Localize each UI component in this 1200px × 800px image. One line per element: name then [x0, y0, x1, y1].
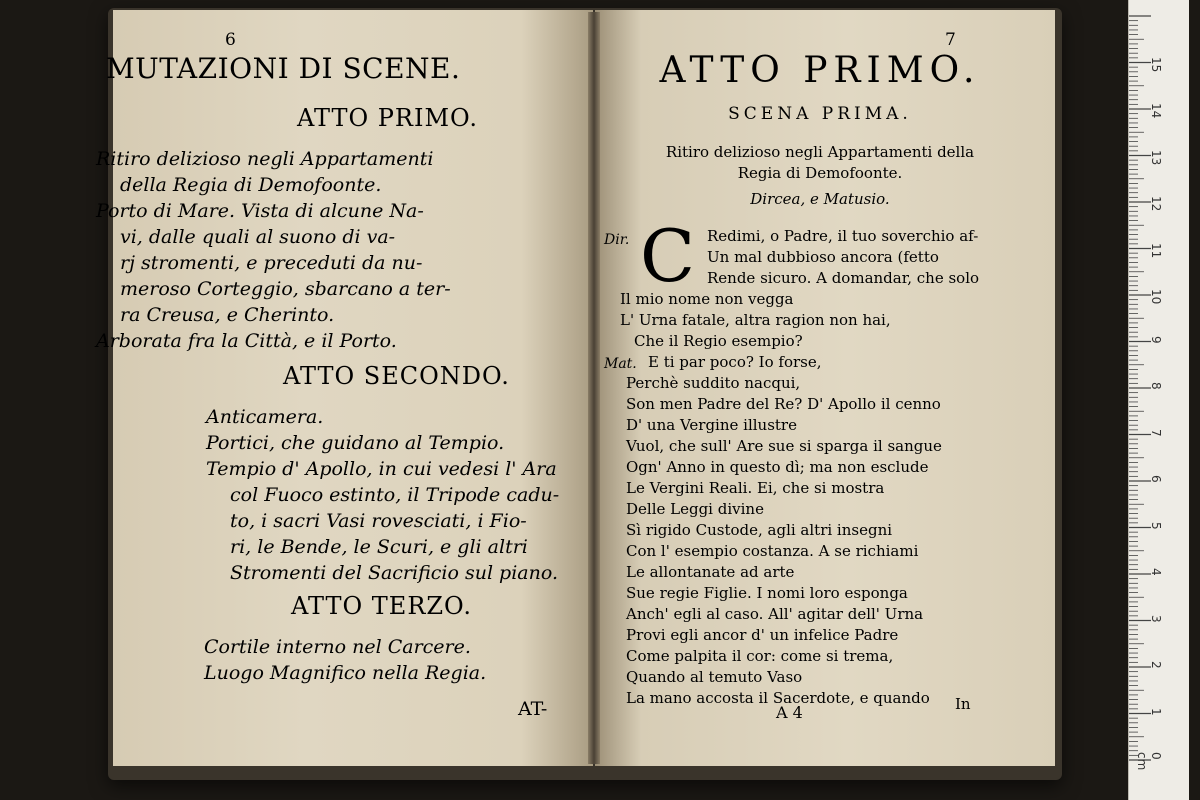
verse-line: Sue regie Figlie. I nomi loro esponga: [626, 584, 908, 602]
measuring-ruler: [1128, 0, 1189, 800]
scene-entry: [96, 328, 476, 354]
signature-mark: A 4: [776, 703, 803, 722]
scene-entry-line: Tempio d' Apollo, in cui vedesi l' Ara: [206, 458, 557, 480]
act-1-scene-list: [96, 146, 476, 354]
verse-line: La mano accosta il Sacerdote, e quando: [626, 689, 930, 707]
ruler-number: 5: [1149, 521, 1163, 530]
setting-line-1: Ritiro delizioso negli Appartamenti della: [665, 143, 975, 161]
ruler-number: 12: [1149, 196, 1163, 212]
verse-line: Son men Padre del Re? D' Apollo il cenno: [626, 395, 941, 413]
scene-entry-line: ra Creusa, e Cherinto.: [120, 304, 335, 326]
scene-entry-line: Portici, che guidano al Tempio.: [206, 432, 505, 454]
act-3-scene-list: [204, 634, 584, 686]
verse-line: Provi egli ancor d' un infelice Padre: [626, 626, 899, 644]
left-catchword: AT-: [518, 698, 548, 720]
book-gutter: [588, 12, 600, 764]
left-page-title: MUTAZIONI DI SCENE.: [106, 52, 461, 85]
act-heading-1: ATTO PRIMO.: [297, 104, 478, 132]
ruler-unit-label: 0 cm: [1135, 752, 1163, 771]
ruler-number: 9: [1149, 335, 1163, 344]
verse-line: L' Urna fatale, altra ragion non hai,: [620, 311, 891, 329]
scene-entry-line: col Fuoco estinto, il Tripode cadu-: [230, 484, 560, 506]
verse-line: Redimi, o Padre, il tuo soverchio af-: [707, 227, 979, 245]
right-page-title: ATTO PRIMO.: [659, 50, 981, 91]
act-heading-2: ATTO SECONDO.: [283, 362, 510, 390]
verse-line: Ogn' Anno in questo dì; ma non esclude: [626, 458, 929, 476]
right-catchword: In: [955, 695, 971, 713]
scene-persons: Dircea, e Matusio.: [750, 190, 890, 208]
ruler-number: 6: [1149, 475, 1163, 483]
verse-line: Perchè suddito nacqui,: [626, 374, 801, 392]
scene-entry-line: ri, le Bende, le Scuri, e gli altri: [230, 536, 528, 558]
scene-entry-line: Arborata fra la Città, e il Porto.: [96, 330, 397, 352]
ruler-number: 3: [1149, 614, 1163, 623]
speaker-dircea: Dir.: [604, 232, 630, 248]
verse-line: Sì rigido Custode, agli altri insegni: [626, 521, 893, 539]
scene-entry: [206, 404, 586, 430]
verse-line: Vuol, che sull' Are sue si sparga il sangue: [626, 437, 942, 455]
act-heading-3: ATTO TERZO.: [291, 592, 472, 620]
verse-line: Le Vergini Reali. Ei, che si mostra: [626, 479, 885, 497]
scene-entry: [206, 456, 586, 586]
scene-entry-line: Ritiro delizioso negli Appartamenti: [96, 148, 434, 170]
scene-entry-line: Cortile interno nel Carcere.: [204, 636, 471, 658]
ruler-number: 1: [1149, 707, 1163, 716]
ruler-number: 14: [1149, 103, 1163, 119]
act-2-scene-list: [206, 404, 586, 586]
scene-entry-line: meroso Corteggio, sbarcano a ter-: [120, 278, 451, 300]
ruler-number: 13: [1149, 149, 1163, 165]
right-page-number: 7: [945, 30, 956, 50]
scene-entry-line: to, i sacri Vasi rovesciati, i Fio-: [230, 510, 527, 532]
left-page-number: 6: [225, 30, 236, 50]
scene-setting: [600, 142, 1040, 184]
scene-entry-line: Luogo Magnifico nella Regia.: [204, 662, 487, 684]
verse-line: Anch' egli al caso. All' agitar dell' Urna: [626, 605, 924, 623]
scene-entry: [206, 430, 586, 456]
verse-line: E ti par poco? Io forse,: [648, 353, 822, 371]
setting-line-2: Regia di Demofoonte.: [737, 164, 903, 182]
verse-line: Le allontanate ad arte: [626, 563, 795, 581]
scene-entry-line: rj stromenti, e preceduti da nu-: [120, 252, 423, 274]
scene-entry-line: Porto di Mare. Vista di alcune Na-: [96, 200, 424, 222]
verse-line: Il mio nome non vegga: [620, 290, 794, 308]
scene-entry-line: Stromenti del Sacrificio sul piano.: [230, 562, 559, 584]
drop-cap: C: [640, 214, 696, 298]
scene-entry-line: vi, dalle quali al suono di va-: [120, 226, 396, 248]
verse-line: Rende sicuro. A domandar, che solo: [707, 269, 980, 287]
verse-line: Con l' esempio costanza. A se richiami: [626, 542, 919, 560]
scene-entry: [96, 146, 476, 198]
scene-entry: [96, 198, 476, 328]
verse-line: Che il Regio esempio?: [634, 332, 803, 350]
ruler-number: 15: [1149, 56, 1163, 72]
speaker-matusio: Mat.: [604, 356, 637, 372]
scene-entry: [204, 634, 584, 660]
scene-entry: [204, 660, 584, 686]
ruler-number: 10: [1149, 289, 1163, 305]
scene-heading: SCENA PRIMA.: [728, 104, 912, 124]
ruler-number: 11: [1149, 242, 1163, 258]
verse-line: Come palpita il cor: come si trema,: [626, 647, 894, 665]
scene-entry-line: della Regia di Demofoonte.: [120, 174, 382, 196]
ruler-ticks: [1129, 0, 1189, 800]
verse-line: Quando al temuto Vaso: [626, 668, 803, 686]
ruler-number: 2: [1149, 661, 1163, 669]
verse-line: Delle Leggi divine: [626, 500, 764, 518]
scene-entry-line: Anticamera.: [206, 406, 324, 428]
verse-line: Un mal dubbioso ancora (fetto: [707, 248, 939, 266]
ruler-number: 4: [1149, 568, 1163, 576]
verse-line: D' una Vergine illustre: [626, 416, 797, 434]
ruler-number: 8: [1149, 382, 1163, 390]
ruler-number: 7: [1149, 428, 1163, 437]
